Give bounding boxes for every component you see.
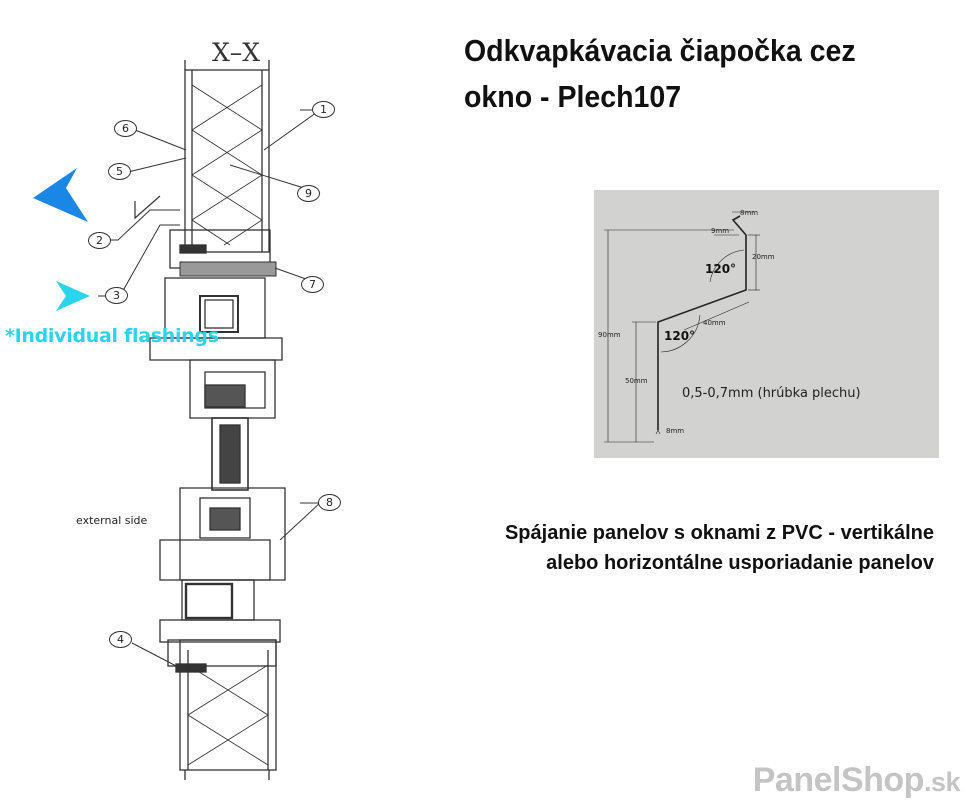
thickness-note: 0,5-0,7mm (hrúbka plechu) [682, 386, 861, 401]
callout-7: 7 [301, 276, 324, 293]
flashings-note: *Individual flashings [5, 325, 219, 347]
flashing-profile-panel [594, 190, 939, 458]
callout-9: 9 [297, 185, 320, 202]
dim-front-50mm: 50mm [625, 377, 648, 385]
page-title [464, 28, 924, 120]
brand-name: PanelShop [752, 761, 924, 799]
brand-tld: .sk [923, 767, 960, 797]
callout-2: 2 [88, 232, 111, 249]
callout-5: 5 [108, 163, 131, 180]
callout-3: 3 [105, 287, 128, 304]
subheading-line-1: Spájanie panelov s oknami z PVC - vertikálne [504, 522, 934, 544]
subheading [505, 518, 934, 578]
brand-logo [753, 761, 960, 800]
dim-slope-40mm: 40mm [703, 319, 726, 327]
section-mark: X–X [212, 38, 261, 67]
dim-tip-8mm: 8mm [740, 209, 759, 217]
angle-top: 120° [705, 262, 737, 276]
subheading-line-2: alebo horizontálne usporiadanie panelov [546, 552, 934, 574]
callout-1: 1 [312, 101, 335, 118]
upper-panel [185, 70, 269, 252]
section-drawing [0, 0, 460, 810]
dim-tip-9mm: 9mm [711, 227, 730, 235]
external-side-label: external side [76, 514, 148, 527]
callout-6: 6 [114, 120, 137, 137]
flashing-profile-drawing [594, 190, 939, 458]
dim-total-90mm: 90mm [598, 331, 621, 339]
dim-drip-8mm: 8mm [666, 427, 685, 435]
callout-4: 4 [109, 631, 132, 648]
title-line-1: Odkvapkávacia čiapočka cez [464, 33, 856, 68]
lower-panel [180, 640, 276, 770]
dim-height-20mm: 20mm [752, 253, 775, 261]
title-line-2: okno - Plech107 [464, 79, 682, 114]
callout-8: 8 [318, 494, 341, 511]
angle-bottom: 120° [664, 329, 696, 343]
arrow-cyan-icon [56, 281, 90, 311]
arrow-blue-icon [33, 168, 88, 222]
